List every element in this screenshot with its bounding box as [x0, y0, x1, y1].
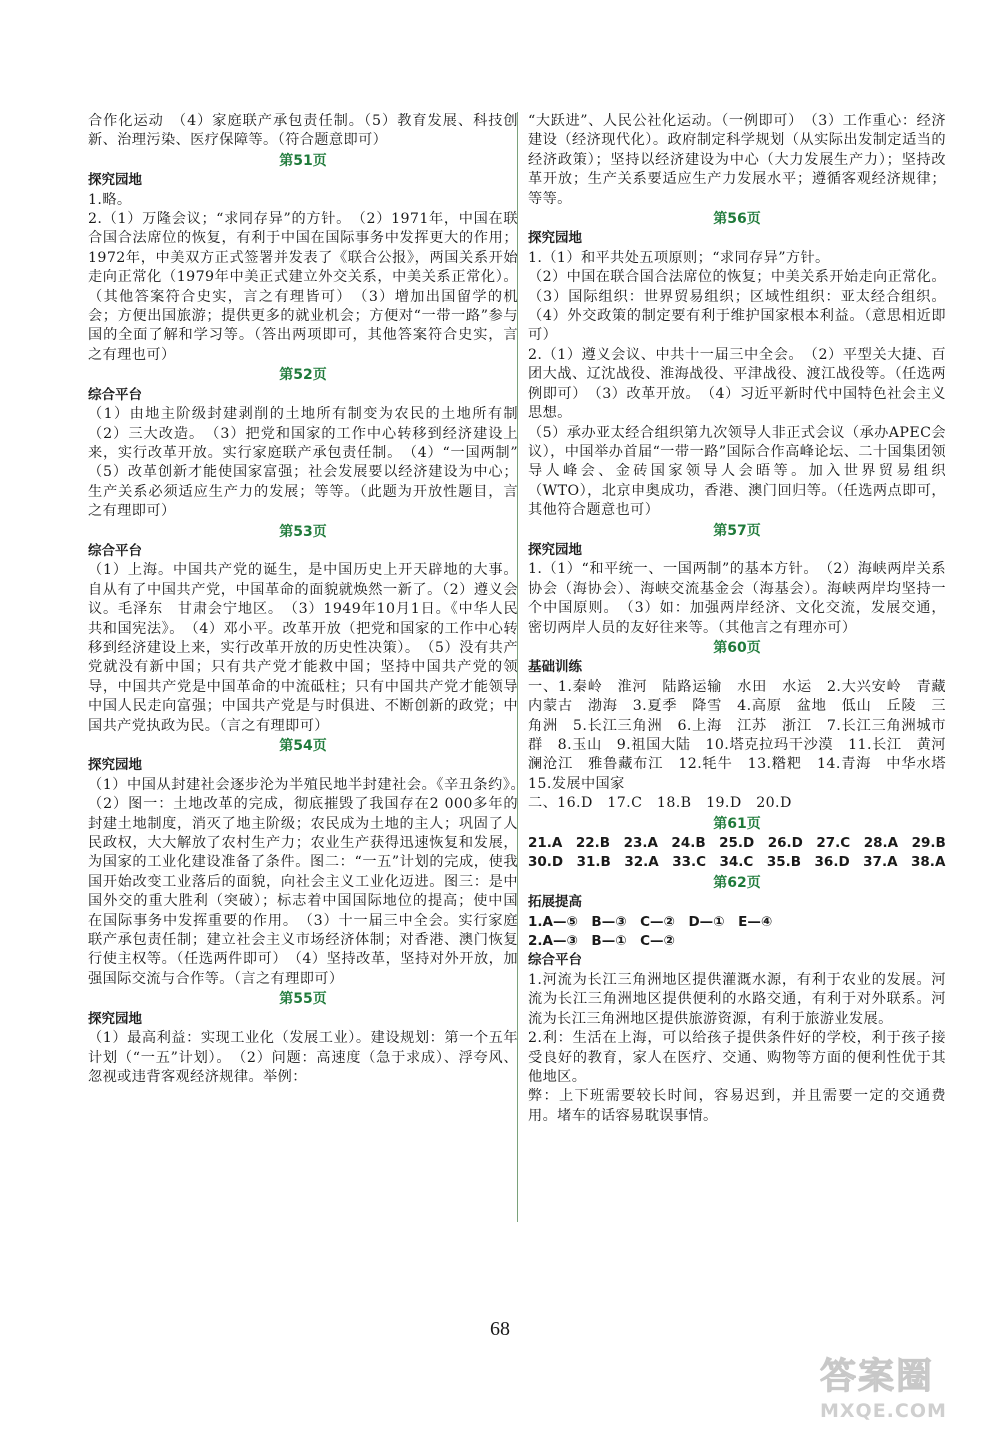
- page-heading: 第57页: [713, 522, 761, 539]
- page-heading: 第55页: [279, 991, 327, 1008]
- section-heading: 探究园地: [528, 230, 582, 247]
- section-heading: 综合平台: [88, 386, 142, 403]
- section-heading: 综合平台: [528, 952, 582, 969]
- answer-text: 二、16.D 17.C 18.B 19.D 20.D: [528, 795, 792, 812]
- page-heading: 第54页: [279, 738, 327, 754]
- watermark-text: 答案圈: [820, 1356, 935, 1397]
- watermark-logo: [820, 1355, 990, 1437]
- answer-text: “大跃进”、人民公社化运动。（一例即可） （3）工作重心：经济建设（经济现代化）。政府制定科学规划（从实际出发制定适当的经济政策）；坚持以经济建设为中心（大力发展生产力）；坚持改革开放；生产关系要适应生产力发展水平；遵循客观经济规律；等等。: [528, 113, 946, 207]
- page-heading: 第61页: [713, 815, 761, 832]
- answer-text: 2.A—③ B—① C—②: [528, 933, 675, 950]
- section-heading: 探究园地: [88, 757, 142, 774]
- answer-text: 弊：上下班需要较长时间，容易迟到，并且需要一定的交通费用。堵车的话容易耽误事情。: [528, 1088, 946, 1124]
- answer-text: 1.A—⑤ B—③ C—② D—① E—④: [528, 913, 773, 930]
- answer-text: （1）由地主阶级封建剥削的土地所有制变为农民的土地所有制 （2）三大改造。 （3）把党和国家的工作中心转移到经济建设上来，实行改革开放。实行家庭联产承包责任制。 （4）“一国两制” （5）改革创新才能使国家富强；社会发展要以经济建设为中心；生产关系必须适应生产力的发展；等等。（此题为开放性题目，言之有理即可）: [88, 406, 533, 520]
- watermark-url: MXQE.COM: [820, 1400, 947, 1422]
- section-heading: 探究园地: [88, 1010, 142, 1027]
- page-heading: 第53页: [279, 523, 327, 540]
- answer-text: 1.（1）和平共处五项原则；“求同存异”方针。: [528, 249, 830, 266]
- section-heading: 综合平台: [88, 542, 142, 559]
- answer-text: 2.（1）遵义会议、中共十一届三中全会。 （2）平型关大捷、百团大战、辽沈战役、淮海战役、平津战役、渡江战役等。（任选两例即可） （3）改革开放。 （4）习近平新时代中国特色社会主义思想。: [528, 346, 946, 422]
- page-heading: 第62页: [713, 874, 761, 891]
- page-heading: 第52页: [279, 367, 327, 384]
- answer-text: 1.略。: [88, 191, 132, 208]
- page-heading: 第51页: [279, 152, 327, 169]
- answer-text: 一、1.秦岭 淮河 陆路运输 水田 水运 2.大兴安岭 青藏 内蒙古 渤海 3.夏季 降雪 4.高原 盆地 低山 丘陵 三角洲 5.长江三角洲 6.上海 江苏 浙江 7.长江三角洲城市群 8.玉山 9.祖国大陆 10.塔克拉玛干沙漠 11.长江 黄河 澜沧江 雅鲁藏布江 12.牦牛 13.糌粑 14.青海 中华水塔 15.发展中国家: [528, 678, 961, 792]
- section-heading: 基础训练: [528, 659, 582, 676]
- column-divider: [517, 112, 518, 1222]
- section-heading: 拓展提高: [528, 894, 582, 911]
- section-heading: 探究园地: [528, 541, 582, 558]
- answer-text: （1）最高利益：实现工业化（发展工业）。建设规划：第一个五年计划（“一五”计划）。 （2）问题：高速度（急于求成）、浮夸风、忽视或违背客观经济规律。举例：: [88, 1030, 518, 1085]
- right-column: [528, 112, 961, 1126]
- answer-text: 21.A 22.B 23.A 24.B 25.D 26.D 27.C 28.A 29.B: [528, 835, 946, 852]
- page-heading: 第56页: [713, 211, 761, 228]
- answer-text: 30.D 31.B 32.A 33.C 34.C 35.B 36.D 37.A 38.A: [528, 854, 946, 871]
- answer-text: 合作化运动 （4）家庭联产承包责任制。（5）教育发展、科技创新、治理污染、医疗保障等。（符合题意即可）: [88, 113, 518, 149]
- answer-text: （2）中国在联合国合法席位的恢复；中美关系开始走向正常化。（3）国际组织：世界贸易组织；区域性组织：亚太经合组织。（4）外交政策的制定要有利于维护国家根本利益。（意思相近即可）: [528, 269, 946, 344]
- section-heading: 探究园地: [88, 172, 142, 189]
- page-number: 68: [490, 1318, 510, 1340]
- page-heading: 第60页: [713, 639, 761, 656]
- answer-text: （5）承办亚太经合组织第九次领导人非正式会议（承办APEC会议），中国举办首届“一带一路”国际合作高峰论坛、二十国集团领导人峰会、金砖国家领导人会晤等。加入世界贸易组织（WTO），北京申奥成功，香港、澳门回归等。（任选两点即可，其他符合题意也可）: [528, 424, 946, 519]
- answer-text: 1.（1）“和平统一、一国两制”的基本方针。 （2）海峡两岸关系协会（海协会）、海峡交流基金会（海基会）。海峡两岸均坚持一个中国原则。 （3）如：加强两岸经济、文化交流，发展交通，密切两岸人员的友好往来等。（其他言之有理亦可）: [528, 561, 946, 636]
- answer-text: （1）上海。中国共产党的诞生，是中国历史上开天辟地的大事。自从有了中国共产党，中国革命的面貌就焕然一新了。（2）遵义会议。毛泽东 甘肃会宁地区。 （3）1949年10月1日。《中华人民共和国宪法》。 （4）邓小平。改革开放（把党和国家的工作中心转移到经济建设上来，实行改革开放的历史性决策）。 （5）没有共产党就没有新中国；只有共产党才能救中国；坚持中国共产党的领导，中国共产党是中国革命的中流砥柱；只有中国共产党才能领导中国人民走向富强；中国共产党是与时俱进、不断创新的政党；中国共产党执政为民。（言之有理即可）: [88, 562, 518, 734]
- answer-text: 2.（1）万隆会议；“求同存异”的方针。 （2）1971年，中国在联合国合法席位的恢复，有利于中国在国际事务中发挥更大的作用；1972年，中美双方正式签署并发表了《联合公报》，两国关系开始走向正常化（1979年中美正式建立外交关系，中美关系正常化）。（其他答案符合史实，言之有理皆可） （3）增加出国留学的机会；方便出国旅游；提供更多的就业机会；方便对“一带一路”参与国的全面了解和学习等。（答出两项即可，其他答案符合史实，言之有理也可）: [88, 211, 518, 363]
- answer-text: 1.河流为长江三角洲地区提供灌溉水源，有利于农业的发展。河流为长江三角洲地区提供便利的水路交通，有利于对外联系。河流为长江三角洲地区提供旅游资源，有利于旅游业发展。: [528, 971, 946, 1027]
- answer-text: 2.利：生活在上海，可以给孩子提供条件好的学校，利于孩子接受良好的教育，家人在医疗、交通、购物等方面的便利性优于其他地区。: [528, 1030, 946, 1085]
- left-column: [88, 112, 533, 1087]
- answer-text: （1）中国从封建社会逐步沦为半殖民地半封建社会。《辛丑条约》。 （2）图一：土地改革的完成，彻底摧毁了我国存在2 000多年的封建土地制度，消灭了地主阶级；农民成为土地的主人；巩固了人民政权，大大解放了农村生产力；农业生产获得迅速恢复和发展，为国家的工业化建设准备了条件。图二：“一五”计划的完成，使我国开始改变工业落后的面貌，向社会主义工业化迈进。图三：是中国外交的重大胜利（突破）；标志着中国国际地位的提高；使中国在国际事务中发挥重要的作用。 （3）十一届三中全会。实行家庭联产承包责任制；建立社会主义市场经济体制；对香港、澳门恢复行使主权等。（任选两件即可） （4）坚持改革，坚持对外开放，加强国际交流与合作等。（言之有理即可）: [88, 776, 533, 987]
